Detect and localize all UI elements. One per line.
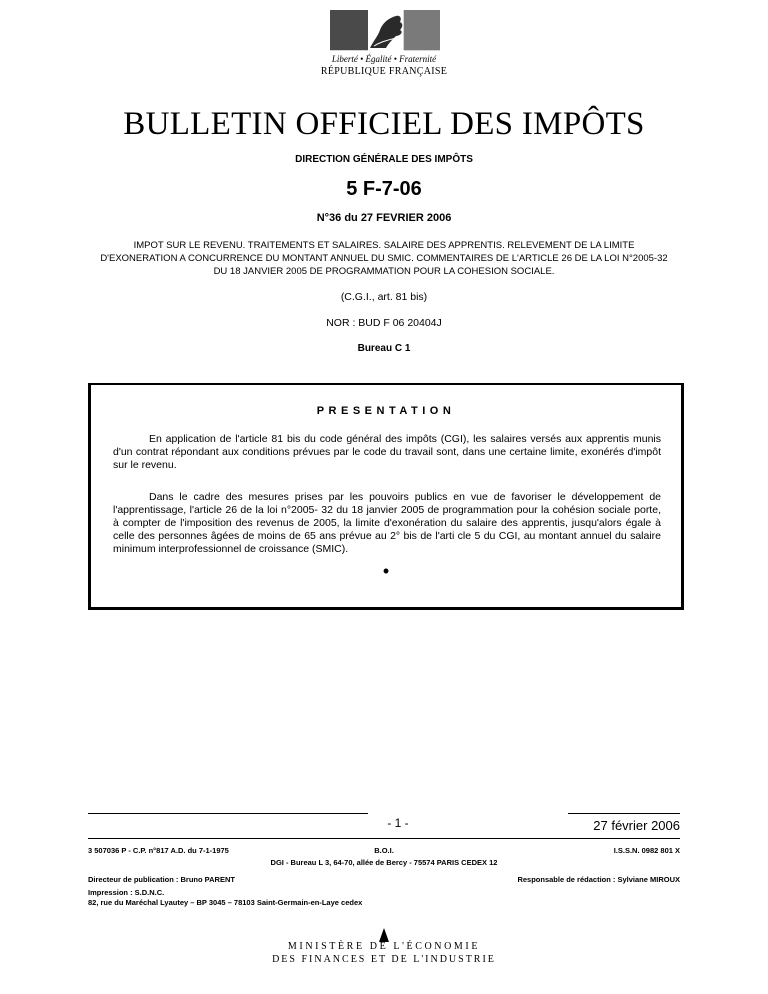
editorial-manager: Responsable de rédaction : Sylviane MIROUX — [517, 875, 680, 884]
cgi-reference: (C.G.I., art. 81 bis) — [340, 291, 428, 303]
republique-francaise: RÉPUBLIQUE FRANÇAISE — [320, 66, 448, 77]
footer-divider — [568, 813, 680, 814]
ministry-name-line2: DES FINANCES ET DE L'INDUSTRIE — [272, 954, 496, 965]
bullet-mark: • — [382, 561, 390, 581]
page-number: - 1 - — [387, 816, 409, 830]
presentation-title: PRESENTATION — [316, 405, 456, 417]
footer-divider — [88, 838, 680, 839]
page-date: 27 février 2006 — [593, 818, 680, 833]
publication-director: Directeur de publication : Bruno PARENT — [88, 875, 235, 884]
printer-label: Impression : S.D.N.C. — [88, 888, 165, 897]
cp-reference: 3 507036 P - C.P. n°817 A.D. du 7-1-1975 — [88, 846, 229, 855]
document-subject: IMPOT SUR LE REVENU. TRAITEMENTS ET SALAIRES. SALAIRE DES APPRENTIS. RELEVEMENT DE LA LIMITE D'EXONERATION A CONCURRENCE DU MONTANT ANNUEL DU SMIC. COMMENTAIRES DE L'ARTICLE 26 DE LA LOI N°2005-32 DU 18 JANVIER 2005 DE PROGRAMMATION POUR LA COHESION SOCIALE. — [100, 240, 668, 277]
footer-divider — [88, 813, 368, 814]
page-title: BULLETIN OFFICIEL DES IMPÔTS — [123, 106, 645, 142]
republic-motto: Liberté • Égalité • Fraternité — [331, 54, 437, 64]
dgi-address: DGI - Bureau L 3, 64-70, allée de Bercy - 75574 PARIS CEDEX 12 — [270, 858, 498, 867]
nor-reference: NOR : BUD F 06 20404J — [326, 317, 442, 329]
printer-address: 82, rue du Maréchal Lyautey – BP 3045 – 78103 Saint-Germain-en-Laye cedex — [88, 898, 363, 907]
document-reference: 5 F-7-06 — [346, 178, 422, 200]
presentation-paragraph: Dans le cadre des mesures prises par les pouvoirs publics en vue de favoriser le développement de l'apprentissage, l'article 26 de la loi n°2005- 32 du 18 janvier 2005 de programmation pour la cohésion sociale porte, à compter de l'imposition des revenus de 2005, la limite d'exonération du salaire des apprentis, jusqu'alors égale à celle des personnes âgées de moins de 65 ans prévue au 2° bis de l'arti cle 5 du CGI, au montant annuel du salaire minimum interprofessionnel de croissance (SMIC). — [113, 491, 661, 555]
presentation-box — [88, 383, 684, 610]
ministry-triangle-icon — [378, 928, 390, 942]
issue-number: N°36 du 27 FEVRIER 2006 — [316, 212, 452, 224]
presentation-paragraph: En application de l'article 81 bis du code général des impôts (CGI), les salaires versés aux apprentis munis d'un contrat répondant aux conditions prévues par le code du travail sont, dans une certaine limite, exonérés d'impôt sur le revenu. — [113, 433, 661, 471]
boi-label: B.O.I. — [374, 846, 394, 855]
ministry-name-line1: MINISTÈRE DE L'ÉCONOMIE — [287, 941, 481, 952]
issn-number: I.S.S.N. 0982 801 X — [613, 846, 680, 855]
direction-label: DIRECTION GÉNÉRALE DES IMPÔTS — [295, 154, 473, 165]
bureau-label: Bureau C 1 — [357, 343, 411, 354]
